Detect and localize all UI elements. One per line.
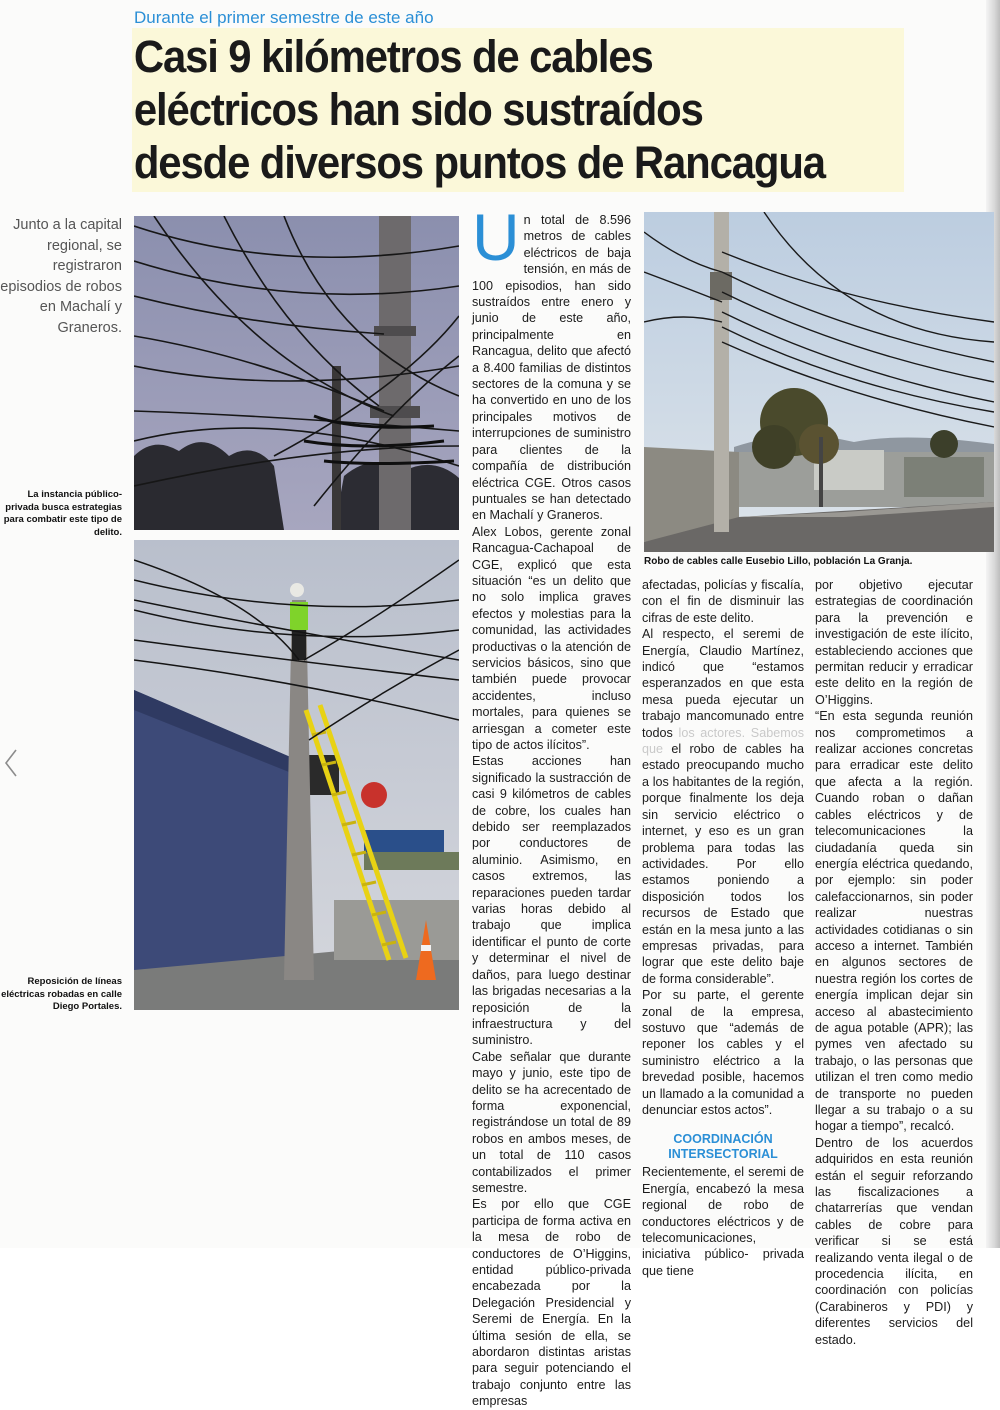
paragraph: “En esta segunda reunión nos comprometimos a realizar acciones concretas para erradicar este delito que afecta a la región. Cuando roban o dañan cables eléctricos y de telecomunicaciones la ciudadanía queda sin energía eléctrica quedando, por ejemplo: sin poder calefaccionarnos, sin poder realizar nuestras actividades cotidianas o sin acceso a internet. También en algunos sectores de nuestra región los cortes de energía implican dejar sin acceso al abastecimiento de agua potable (APR); las pymes ven afectado su trabajo, o las personas que utilizan el tren como medio de transporte no pueden llegar a su trabajo o a su hogar a tiempo”, recalcó.: [815, 709, 973, 1134]
article-column-3: [815, 577, 973, 1348]
headline-line-1: Casi 9 kilómetros de cables: [133, 31, 653, 82]
paragraph: afectadas, policías y fiscalía, con el fin de disminuir las cifras de este delito.: [642, 578, 804, 625]
paragraph: Estas acciones han significado la sustracción de casi 9 kilómetros de cables de cobre, los cuales han debido ser reemplazados por conductores de aluminio. Asimismo, en casos extremos, las reparaciones pueden tardar varias horas debido al trabajo que implica identificar el punto de corte y determinar el nivel de daños, para luego destinar las brigadas necesarias a la reposición de la infraestructura y del suministro.: [472, 754, 631, 1048]
faded-text: los actores. Sabemos que: [642, 725, 804, 757]
photo-street-la-granja: [644, 212, 994, 552]
pull-quote: Junto a la capital regional, se registraron episodios de robos en Machalí y Graneros.: [0, 217, 122, 336]
subhead-line-2: INTERSECTORIAL: [668, 1147, 778, 1162]
paragraph-text: el robo de cables ha estado preocupando mucho a los habitantes de la región, porque finalmente los deja sin servicio eléctrico o internet, y eso es un gran problema para todas las actividades. Por ello estamos poniendo a disposición todos los recursos de Estado que están en la mesa junto a las empresas privadas, para lograr que este delito baje de forma considerable”.: [642, 742, 804, 986]
photo-utility-pole-wires: [134, 216, 459, 530]
paragraph-text: Al respecto, el seremi de Energía, Claudio Martínez, indicó que “estamos esperanzados en que esta mesa pueda ejecutar un trabajo mancomunado entre todos: [642, 627, 804, 740]
kicker: Durante el primer semestre de este año: [134, 8, 434, 27]
paragraph-text: n total de 8.596 metros de cables eléctricos de baja tensión, en más de 100 episodios, han sido sustraídos entre enero y junio de este año, principalmente en Rancagua, delito que afectó a 8.400 familias de distintos sectores de la comuna y se ha convertido en uno de los principales motivos de interrupciones de suministro para clientes de la compañía de distribución eléctrica CGE. Otros casos puntuales se han detectado en Machalí y Graneros.: [472, 213, 631, 523]
drop-cap: U: [472, 200, 520, 274]
headline: [132, 28, 850, 189]
subhead-line-1: COORDINACIÓN: [673, 1132, 773, 1147]
headline-block: [132, 28, 904, 192]
paragraph: Alex Lobos, gerente zonal Rancagua-Cachapoal de CGE, explicó que esta situación “es un delito que no solo implica graves efectos y molestias para la comunidad, las actividades productivas o la atención de servicios básicos, sino que también puede provocar accidentes, incluso mortales, para quienes se arriesgan a cometer este tipo de actos ilícitos”.: [472, 524, 631, 752]
paragraph: Recientemente, el seremi de Energía, encabezó la mesa regional de robo de conductores eléctricos y de telecomunicaciones, iniciativa público- privada que tiene: [642, 1165, 804, 1278]
headline-line-2: eléctricos han sido sustraídos: [133, 84, 703, 135]
paragraph: Dentro de los acuerdos adquiridos en esta reunión están el seguir reforzando las fiscalizaciones a chatarrerías que vendan cables de cobre para verificar si se está realizando venta ilegal o de procedencia ilícita, en coordinación con policías (Carabineros y PDI) y diferentes servicios del estado.: [815, 1135, 973, 1347]
section-subhead: [642, 1132, 804, 1162]
caption-photo-1: La instancia público-privada busca estrategias para combatir este tipo de delito.: [3, 489, 122, 538]
page-edge-shadow: [986, 0, 1000, 1248]
article-column-2: [642, 577, 804, 1279]
paragraph: [472, 200, 631, 524]
headline-line-3: desde diversos puntos de Rancagua: [133, 137, 825, 188]
paragraph: Cabe señalar que durante mayo y junio, este tipo de delito se ha acrecentado de forma exponencial, registrándose un total de 89 robos en ambos meses, de un total de 110 casos contabilizados el primer semestre.: [472, 1049, 631, 1195]
paragraph: Por su parte, el gerente zonal de la empresa, sostuvo que “además de reponer los cables y el suministro eléctrico a la brevedad posible, hacemos un llamado a la comunidad a denunciar estos actos”.: [642, 988, 804, 1117]
caption-photo-2: Reposición de líneas eléctricas robadas en calle Diego Portales.: [1, 976, 122, 1012]
article-column-1: [472, 200, 631, 1410]
paragraph: [642, 626, 804, 987]
photo-lineman-repair: [134, 540, 459, 1010]
chevron-left-icon[interactable]: [4, 748, 18, 778]
caption-photo-3: Robo de cables calle Eusebio Lillo, población La Granja.: [644, 556, 913, 567]
paragraph: Es por ello que CGE participa de forma activa en la mesa de robo de conductores de O’Higgins, entidad público-privada encabezada por la Delegación Presidencial y Seremi de Energía. En la última sesión de ella, se abordaron distintas aristas para seguir potenciando el trabajo conjunto entre las empresas: [472, 1197, 631, 1409]
paragraph: por objetivo ejecutar estrategias de coordinación para la prevención e investigación de este ilícito, estableciendo acciones que permitan reducir y erradicar este delito en la región de O’Higgins.: [815, 578, 973, 707]
